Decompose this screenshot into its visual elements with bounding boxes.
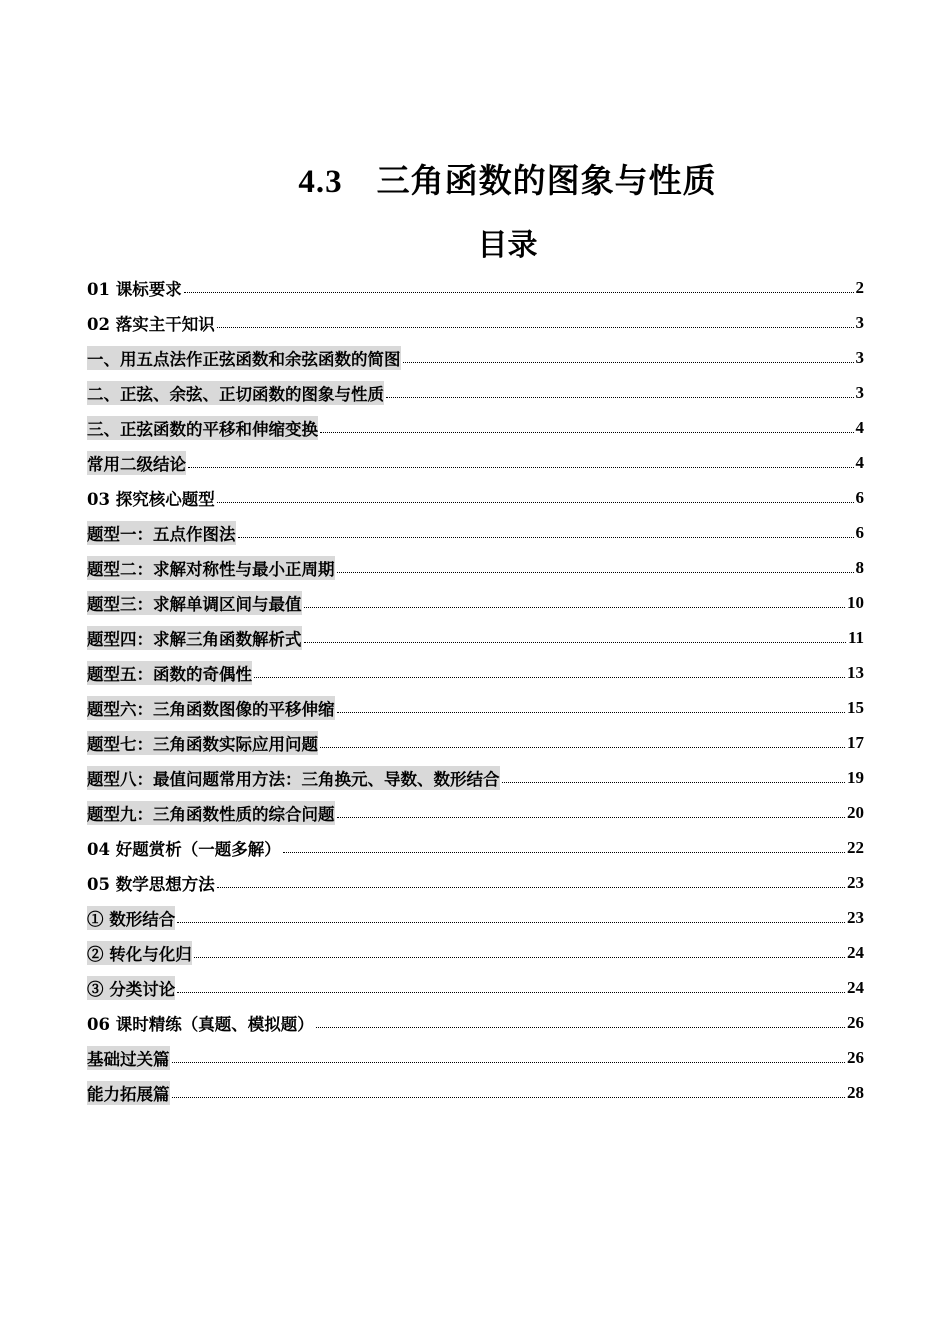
toc-item[interactable] <box>87 1040 864 1075</box>
toc-item[interactable] <box>87 305 864 340</box>
toc-leader-dots <box>172 1097 846 1098</box>
toc-item-label: 02 落实主干知识 <box>87 314 215 334</box>
toc-item[interactable] <box>87 550 864 585</box>
toc-leader-dots <box>184 292 854 293</box>
toc-item[interactable] <box>87 970 864 1005</box>
toc-leader-dots <box>316 1027 845 1028</box>
toc-item-label: 题型一：五点作图法 <box>87 521 236 545</box>
toc-item-label: 常用二级结论 <box>87 451 186 475</box>
toc-item-page: 10 <box>847 592 864 612</box>
toc-leader-dots <box>337 817 846 818</box>
toc-item-page: 28 <box>847 1082 864 1102</box>
toc-item-page: 22 <box>847 837 864 857</box>
toc-item-label: 01 课标要求 <box>87 279 182 299</box>
toc-leader-dots <box>320 747 845 748</box>
toc-item-page: 2 <box>855 277 864 297</box>
toc-item-page: 3 <box>855 312 864 332</box>
toc-leader-dots <box>177 992 845 993</box>
toc-item-label: 题型二：求解对称性与最小正周期 <box>87 556 335 580</box>
toc-item[interactable] <box>87 585 864 620</box>
toc-heading: 目录 <box>477 228 538 263</box>
toc-item[interactable] <box>87 1075 864 1110</box>
toc-item-label: ③ 分类讨论 <box>87 976 175 1000</box>
toc-item-page: 15 <box>847 697 864 717</box>
toc-leader-dots <box>304 642 846 643</box>
toc-item-page: 4 <box>855 452 864 472</box>
toc-item[interactable] <box>87 340 864 375</box>
toc-leader-dots <box>337 572 854 573</box>
toc-leader-dots <box>217 327 854 328</box>
document-title <box>0 155 950 202</box>
toc-item-page: 19 <box>847 767 864 787</box>
toc-leader-dots <box>320 432 854 433</box>
toc-leader-dots <box>304 607 846 608</box>
toc-item-page: 17 <box>847 732 864 752</box>
toc-item-page: 24 <box>847 977 864 997</box>
toc-item-label: 三、正弦函数的平移和伸缩变换 <box>87 416 318 440</box>
title-number: 4.3 <box>298 164 343 200</box>
toc-item-page: 13 <box>847 662 864 682</box>
toc-item-label: 题型七：三角函数实际应用问题 <box>87 731 318 755</box>
toc-leader-dots <box>254 677 845 678</box>
toc-item[interactable] <box>87 795 864 830</box>
toc-leader-dots <box>502 782 846 783</box>
toc-item[interactable] <box>87 410 864 445</box>
toc-leader-dots <box>403 362 854 363</box>
toc-leader-dots <box>217 887 845 888</box>
toc-item-label: 05 数学思想方法 <box>87 874 215 894</box>
toc-item-page: 4 <box>855 417 864 437</box>
toc-item-label: 二、正弦、余弦、正切函数的图象与性质 <box>87 381 384 405</box>
toc-item[interactable] <box>87 900 864 935</box>
toc-item[interactable] <box>87 515 864 550</box>
toc-item-label: 基础过关篇 <box>87 1046 170 1070</box>
toc-item-label: 题型五：函数的奇偶性 <box>87 661 252 685</box>
toc-item-page: 6 <box>855 522 864 542</box>
toc-item-page: 26 <box>847 1047 864 1067</box>
toc-leader-dots <box>194 957 845 958</box>
toc-item-page: 23 <box>847 907 864 927</box>
toc-item[interactable] <box>87 270 864 305</box>
toc-item-label: 题型九：三角函数性质的综合问题 <box>87 801 335 825</box>
toc-item-page: 23 <box>847 872 864 892</box>
toc-item[interactable] <box>87 725 864 760</box>
toc-item[interactable] <box>87 760 864 795</box>
table-of-contents <box>87 270 864 1110</box>
toc-leader-dots <box>188 467 854 468</box>
toc-item-label: 题型八：最值问题常用方法：三角换元、导数、数形结合 <box>87 766 500 790</box>
toc-item-page: 8 <box>855 557 864 577</box>
toc-leader-dots <box>386 397 854 398</box>
toc-item[interactable] <box>87 480 864 515</box>
toc-item-page: 20 <box>847 802 864 822</box>
toc-item-page: 3 <box>855 347 864 367</box>
toc-item-label: 一、用五点法作正弦函数和余弦函数的简图 <box>87 346 401 370</box>
toc-item-label: 能力拓展篇 <box>87 1081 170 1105</box>
toc-item-label: 题型四：求解三角函数解析式 <box>87 626 302 650</box>
toc-leader-dots <box>283 852 845 853</box>
toc-item[interactable] <box>87 445 864 480</box>
toc-item-label: 题型三：求解单调区间与最值 <box>87 591 302 615</box>
toc-item[interactable] <box>87 620 864 655</box>
toc-item[interactable] <box>87 830 864 865</box>
toc-item-page: 3 <box>855 382 864 402</box>
toc-leader-dots <box>217 502 854 503</box>
toc-item-label: 04 好题赏析（一题多解） <box>87 839 281 859</box>
toc-item-page: 11 <box>847 627 864 647</box>
toc-item[interactable] <box>87 375 864 410</box>
toc-item[interactable] <box>87 655 864 690</box>
toc-leader-dots <box>337 712 846 713</box>
toc-item[interactable] <box>87 690 864 725</box>
toc-item-page: 24 <box>847 942 864 962</box>
toc-item-label: ① 数形结合 <box>87 906 175 930</box>
toc-item-label: 06 课时精练（真题、模拟题） <box>87 1014 314 1034</box>
toc-item[interactable] <box>87 935 864 970</box>
toc-item-label: 03 探究核心题型 <box>87 489 215 509</box>
toc-item[interactable] <box>87 1005 864 1040</box>
title-text: 三角函数的图象与性质 <box>376 161 717 200</box>
toc-leader-dots <box>177 922 845 923</box>
toc-leader-dots <box>238 537 854 538</box>
toc-item-label: ② 转化与化归 <box>87 941 192 965</box>
toc-leader-dots <box>172 1062 846 1063</box>
toc-item-page: 26 <box>847 1012 864 1032</box>
toc-item-label: 题型六：三角函数图像的平移伸缩 <box>87 696 335 720</box>
toc-item-page: 6 <box>855 487 864 507</box>
toc-item[interactable] <box>87 865 864 900</box>
